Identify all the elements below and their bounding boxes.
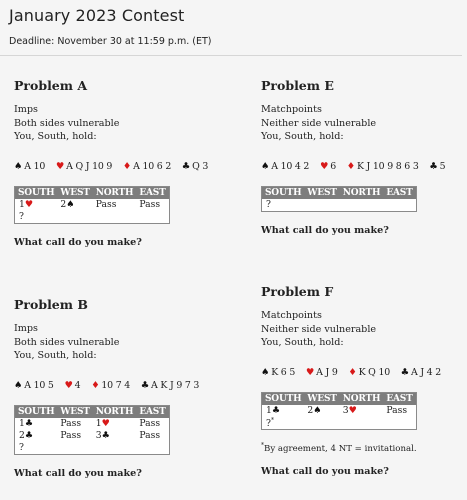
vulnerability-text: Neither side vulnerable [261, 117, 377, 129]
deadline-text: Deadline: November 30 at 11:59 p.m. (ET) [9, 36, 212, 47]
auction-header-row [262, 186, 417, 199]
scoring-text: Matchpoints [261, 104, 322, 115]
auction-row [262, 405, 417, 417]
problem-e [261, 78, 467, 236]
auction-row [15, 199, 170, 211]
col-south: SOUTH [15, 186, 58, 199]
bid: 3 [342, 404, 349, 416]
problem-a-title: Problem A [14, 78, 88, 93]
club-icon: ♣ [140, 379, 150, 391]
problem-f-hand [261, 367, 467, 378]
hearts-holding: 4 [74, 379, 81, 391]
club-icon: ♣ [400, 366, 409, 378]
problem-f [261, 284, 467, 477]
col-south: SOUTH [15, 405, 58, 418]
diamonds-holding: K Q 10 [358, 366, 390, 378]
auction-row [262, 199, 417, 212]
diamonds-holding: A 10 6 2 [133, 160, 172, 172]
col-north: NORTH [93, 186, 137, 199]
vulnerability-text: Both sides vulnerable [14, 336, 120, 348]
auction-row [262, 417, 417, 430]
club-icon: ♣ [429, 160, 438, 172]
auction-header-row [262, 392, 417, 405]
problem-b-auction [14, 405, 170, 455]
spade-icon: ♠ [261, 160, 270, 172]
col-south: SOUTH [262, 186, 305, 199]
clubs-holding: 5 [439, 160, 446, 172]
club-icon: ♣ [101, 429, 110, 441]
footnote-text: By agreement, 4 NT = invitational. [264, 443, 417, 454]
hold-text: You, South, hold: [14, 350, 97, 361]
clubs-holding: A J 4 2 [410, 366, 441, 378]
bid-question: ? [266, 198, 271, 210]
heart-icon: ♥ [101, 417, 110, 429]
bid: 2 [60, 198, 67, 210]
question-text: What call do you make? [14, 467, 142, 479]
problem-a-hand [14, 161, 229, 172]
col-south: SOUTH [262, 392, 305, 405]
vulnerability-text: Neither side vulnerable [261, 323, 377, 335]
spades-holding: A 10 [24, 160, 46, 172]
hold-text: You, South, hold: [14, 131, 97, 142]
bid: Pass [95, 198, 117, 210]
spades-holding: A 10 4 2 [271, 160, 310, 172]
bid: 2 [19, 429, 25, 441]
bid: Pass [60, 429, 82, 441]
problem-f-title: Problem F [261, 284, 334, 299]
bid: Pass [60, 417, 82, 429]
problem-f-auction [261, 392, 417, 430]
auction-row [15, 418, 170, 430]
club-icon: ♣ [271, 404, 281, 416]
hearts-holding: A J 9 [316, 366, 338, 378]
spades-holding: K 6 5 [271, 366, 296, 378]
diamond-icon: ♦ [346, 160, 355, 172]
club-icon: ♣ [24, 417, 34, 429]
problem-b-title: Problem B [14, 297, 88, 312]
bid-question: ? [19, 210, 24, 222]
bid: 2 [307, 404, 314, 416]
problem-b-conditions [14, 322, 229, 363]
auction-row [15, 211, 170, 224]
club-icon: ♣ [181, 160, 191, 172]
col-west: WEST [304, 186, 339, 199]
auction-header-row [15, 405, 170, 418]
hearts-holding: A Q J 10 9 [66, 160, 113, 172]
bid-question: ? [266, 417, 271, 429]
bid: Pass [139, 429, 161, 441]
spade-icon: ♠ [66, 198, 75, 210]
hearts-holding: 6 [330, 160, 336, 172]
spade-icon: ♠ [261, 366, 270, 378]
scoring-text: Imps [14, 104, 38, 115]
bid: Pass [139, 417, 161, 429]
hold-text: You, South, hold: [261, 131, 344, 142]
heart-icon: ♥ [64, 379, 73, 391]
spades-holding: A 10 5 [24, 379, 54, 391]
bid: Pass [139, 198, 161, 210]
spade-icon: ♠ [313, 404, 322, 416]
divider [0, 55, 462, 56]
problem-a-auction [14, 186, 170, 224]
problem-f-conditions [261, 309, 467, 350]
clubs-holding: Q 3 [192, 160, 209, 172]
scoring-text: Matchpoints [261, 310, 322, 321]
col-east: EAST [136, 186, 169, 199]
bid: Pass [386, 404, 408, 416]
hold-text: You, South, hold: [261, 337, 344, 348]
bid: 1 [19, 417, 25, 429]
problem-a [14, 78, 229, 248]
col-east: EAST [136, 405, 169, 418]
col-west: WEST [57, 186, 92, 199]
problem-e-auction [261, 186, 417, 212]
scoring-text: Imps [14, 323, 38, 334]
vulnerability-text: Both sides vulnerable [14, 117, 120, 129]
auction-row [15, 430, 170, 442]
col-north: NORTH [340, 186, 384, 199]
diamond-icon: ♦ [122, 160, 132, 172]
problem-e-conditions [261, 103, 467, 144]
club-icon: ♣ [24, 429, 34, 441]
footnote-marker: * [261, 441, 264, 449]
question-text: What call do you make? [14, 236, 142, 248]
heart-icon: ♥ [319, 160, 329, 172]
diamond-icon: ♦ [91, 379, 100, 391]
heart-icon: ♥ [24, 198, 34, 210]
spade-icon: ♠ [14, 379, 23, 391]
diamonds-holding: K J 10 9 8 6 3 [356, 160, 419, 172]
heart-icon: ♥ [305, 366, 315, 378]
problem-b [14, 297, 229, 479]
auction-header-row [15, 186, 170, 199]
spade-icon: ♠ [14, 160, 23, 172]
heart-icon: ♥ [348, 404, 357, 416]
auction-row [15, 442, 170, 455]
col-east: EAST [383, 392, 416, 405]
col-west: WEST [304, 392, 339, 405]
diamond-icon: ♦ [348, 366, 357, 378]
bid: 1 [95, 417, 102, 429]
question-text: What call do you make? [261, 224, 389, 236]
page-title: January 2023 Contest [9, 6, 185, 25]
problem-e-hand [261, 161, 467, 172]
heart-icon: ♥ [55, 160, 65, 172]
diamonds-holding: 10 7 4 [101, 379, 131, 391]
bid: 1 [266, 404, 272, 416]
col-east: EAST [383, 186, 416, 199]
problem-a-conditions [14, 103, 229, 144]
col-north: NORTH [340, 392, 384, 405]
bid: 3 [95, 429, 102, 441]
col-west: WEST [57, 405, 92, 418]
bid-question: ? [19, 441, 24, 453]
question-text: What call do you make? [261, 466, 389, 478]
problem-b-hand [14, 380, 229, 391]
problem-e-title: Problem E [261, 78, 334, 93]
col-north: NORTH [93, 405, 137, 418]
clubs-holding: A K J 9 7 3 [151, 379, 200, 391]
footnote-marker: * [270, 416, 274, 424]
footnote [261, 442, 467, 454]
bid: 1 [19, 198, 25, 210]
